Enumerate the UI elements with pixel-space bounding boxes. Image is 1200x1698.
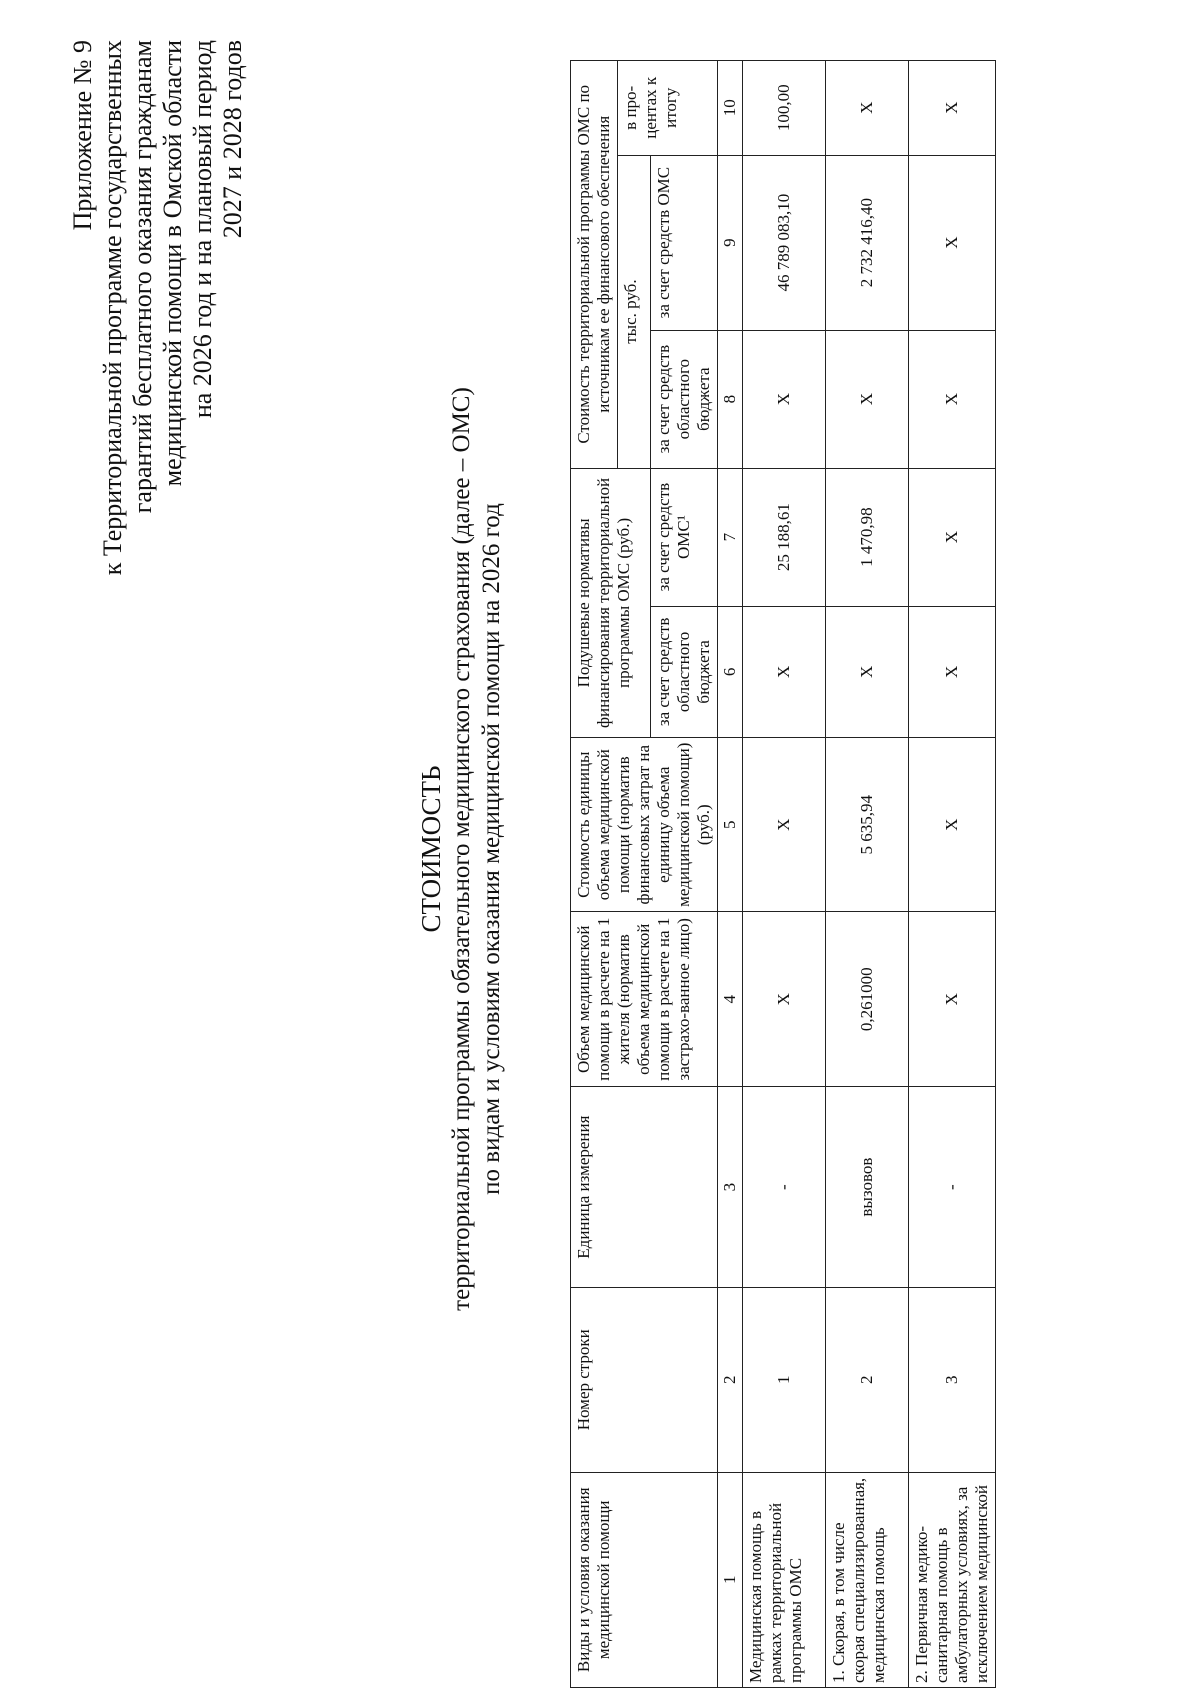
column-number: 9 [718, 155, 743, 330]
row-pc-oms: Х [909, 468, 996, 606]
table-row [826, 61, 909, 1688]
header-unit: Единица измерения [571, 1087, 718, 1288]
appendix-note [68, 40, 248, 800]
row-unit: вызовов [826, 1087, 909, 1288]
row-cost-oms: Х [909, 155, 996, 330]
column-number: 2 [718, 1287, 743, 1472]
header-pc-budget: за счет средств областного бюджета [651, 606, 718, 738]
header-percent: в про-центах к итогу [618, 61, 718, 156]
header-volume: Объем медицинской помощи в расчете на 1 жителя (норматив объема медицинской помощи в расчете на 1 застрахо-ванное лицо) [571, 912, 718, 1087]
table-row [909, 61, 996, 1688]
appendix-line: 2027 и 2028 годов [218, 40, 247, 239]
document-title: СТОИМОСТЬ [416, 765, 446, 933]
column-number: 1 [718, 1472, 743, 1687]
header-pc-oms: за счет средств ОМС¹ [651, 468, 718, 606]
header-cost-budget: за счет средств областного бюджета [651, 330, 718, 468]
row-pc-oms: 25 188,61 [743, 468, 826, 606]
row-unit: - [909, 1087, 996, 1288]
appendix-line: медицинской помощи в Омской области [158, 40, 187, 487]
row-volume: Х [743, 912, 826, 1087]
header-row [571, 61, 618, 1688]
row-cost-oms: 46 789 083,10 [743, 155, 826, 330]
header-per-capita-group: Подушевые нормативы финансирования территориальной программы ОМС (руб.) [571, 468, 651, 738]
appendix-line: гарантий бесплатного оказания гражданам [128, 40, 157, 514]
row-volume: Х [909, 912, 996, 1087]
row-unit-cost: 5 635,94 [826, 738, 909, 912]
appendix-line: Приложение № 9 [68, 40, 97, 231]
column-number: 4 [718, 912, 743, 1087]
column-number: 10 [718, 61, 743, 156]
column-number: 8 [718, 330, 743, 468]
column-number: 7 [718, 468, 743, 606]
row-pc-budget: Х [909, 606, 996, 738]
column-number: 6 [718, 606, 743, 738]
row-pc-budget: Х [743, 606, 826, 738]
column-number: 3 [718, 1087, 743, 1288]
appendix-line: на 2026 год и на плановый период [188, 40, 217, 419]
header-program-cost-group: Стоимость территориальной программы ОМС по источникам ее финансового обеспечения [571, 61, 618, 469]
row-cost-budget: Х [909, 330, 996, 468]
header-thousand-rubles: тыс. руб. [618, 155, 651, 468]
row-cost-budget: Х [743, 330, 826, 468]
cost-table [570, 60, 996, 1688]
row-unit: - [743, 1087, 826, 1288]
document-subtitle-line-2: по видам и условиям оказания медицинской помощи на 2026 год [478, 503, 505, 1195]
table-row [743, 61, 826, 1688]
row-unit-cost: Х [909, 738, 996, 912]
row-cost-oms: 2 732 416,40 [826, 155, 909, 330]
header-unit-cost: Стоимость единицы объема медицинской помощи (норматив финансовых затрат на единицу объема медицинской помощи) (руб.) [571, 738, 718, 912]
row-name: 1. Скорая, в том числе скорая специализированная, медицинская помощь [826, 1472, 909, 1687]
header-row-number: Номер строки [571, 1287, 718, 1472]
column-number: 5 [718, 738, 743, 912]
row-name: Медицинская помощь в рамках территориальной программы ОМС [743, 1472, 826, 1687]
document-heading [415, 0, 507, 1698]
row-number: 2 [826, 1287, 909, 1472]
row-volume: 0,261000 [826, 912, 909, 1087]
column-numbers-row [718, 61, 743, 1688]
row-percent: Х [826, 61, 909, 156]
row-percent: Х [909, 61, 996, 156]
row-cost-budget: Х [826, 330, 909, 468]
row-number: 1 [743, 1287, 826, 1472]
document-subtitle-line-1: территориальной программы обязательного медицинского страхования (далее – ОМС) [448, 387, 475, 1311]
appendix-line: к Территориальной программе государственных [98, 40, 127, 576]
row-percent: 100,00 [743, 61, 826, 156]
header-cost-oms: за счет средств ОМС [651, 155, 718, 330]
row-pc-oms: 1 470,98 [826, 468, 909, 606]
row-number: 3 [909, 1287, 996, 1472]
row-unit-cost: Х [743, 738, 826, 912]
row-pc-budget: Х [826, 606, 909, 738]
row-name: 2. Первичная медико-санитарная помощь в амбулаторных условиях, за исключением медицинской [909, 1472, 996, 1687]
header-types: Виды и условия оказания медицинской помощи [571, 1472, 718, 1687]
